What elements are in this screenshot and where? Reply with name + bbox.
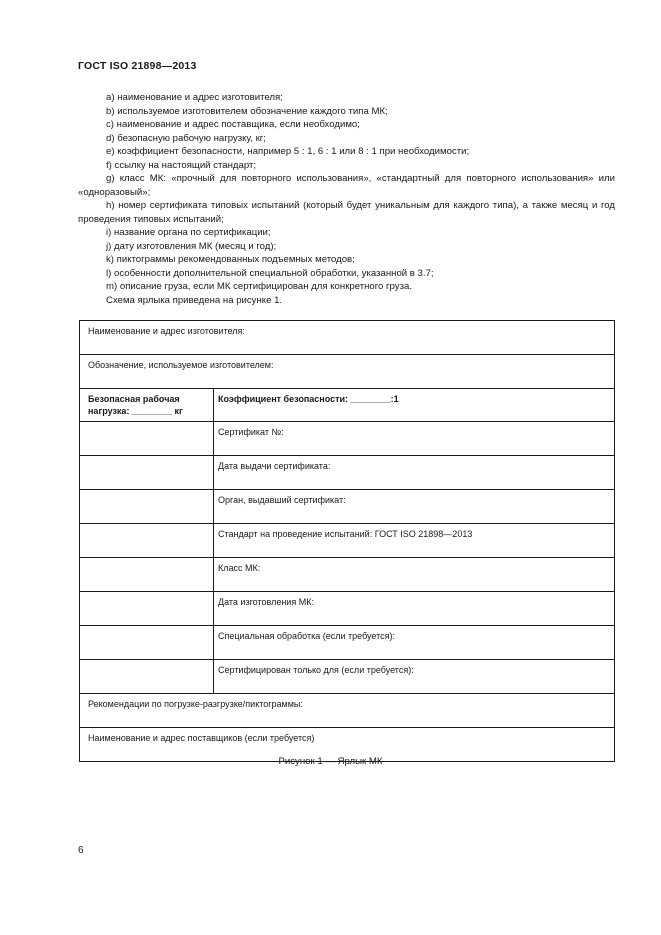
safety-factor-field: Коэффициент безопасности: ________:1 — [214, 389, 615, 422]
safe-working-load-field: Безопасная рабочая нагрузка: ________ кг — [80, 389, 214, 422]
label-scheme-table — [79, 320, 615, 762]
empty-cell — [80, 422, 214, 456]
recommendations-field: Рекомендации по погрузке-разгрузке/пиктограммы: — [80, 694, 615, 728]
special-treatment-field: Специальная обработка (если требуется): — [214, 626, 615, 660]
list-item: d) безопасную рабочую нагрузку, кг; — [106, 132, 266, 144]
figure-caption: Рисунок 1 — Ярлык МК — [278, 756, 383, 767]
test-standard-field: Стандарт на проведение испытаний: ГОСТ ISO 21898—2013 — [214, 524, 615, 558]
certificate-number-field: Сертификат №: — [214, 422, 615, 456]
list-item: e) коэффициент безопасности, например 5 : 1, 6 : 1 или 8 : 1 при необходимости; — [106, 146, 470, 157]
empty-cell — [80, 524, 214, 558]
empty-cell — [80, 592, 214, 626]
list-item: i) название органа по сертификации; — [106, 227, 271, 238]
designation-field: Обозначение, используемое изготовителем: — [80, 355, 615, 389]
certificate-date-field: Дата выдачи сертификата: — [214, 456, 615, 490]
manufacturer-field: Наименование и адрес изготовителя: — [80, 321, 615, 355]
figure-intro-text: Схема ярлыка приведена на рисунке 1. — [106, 294, 283, 306]
manufacture-date-field: Дата изготовления МК: — [214, 592, 615, 626]
list-item: k) пиктограммы рекомендованных подъемных методов; — [106, 254, 355, 265]
requirements-list — [78, 91, 615, 307]
empty-cell — [80, 558, 214, 592]
list-item: g) класс МК: «прочный для повторного использования», «стандартный для повторного использования» или «одноразовый»; — [78, 173, 615, 198]
list-item: a) наименование и адрес изготовителя; — [106, 92, 283, 103]
suppliers-field: Наименование и адрес поставщиков (если требуется) — [80, 728, 615, 762]
list-item: f) ссылку на настоящий стандарт; — [106, 159, 257, 171]
list-item: h) номер сертификата типовых испытаний (который будет уникальным для каждого типа), а также месяц и год проведения типовых испытаний; — [78, 200, 615, 225]
page-number: 6 — [78, 845, 84, 856]
list-item: c) наименование и адрес поставщика, если необходимо; — [106, 119, 360, 130]
document-header: ГОСТ ISO 21898—2013 — [78, 60, 197, 72]
empty-cell — [80, 456, 214, 490]
empty-cell — [80, 660, 214, 694]
list-item: j) дату изготовления МК (месяц и год); — [106, 240, 277, 252]
certifying-body-field: Орган, выдавший сертификат: — [214, 490, 615, 524]
certified-for-field: Сертифицирован только для (если требуется): — [214, 660, 615, 694]
class-field: Класс МК: — [214, 558, 615, 592]
empty-cell — [80, 490, 214, 524]
list-item: b) используемое изготовителем обозначение каждого типа МК; — [106, 105, 388, 117]
empty-cell — [80, 626, 214, 660]
list-item: m) описание груза, если МК сертифицирован для конкретного груза. — [106, 281, 412, 292]
list-item: l) особенности дополнительной специальной обработки, указанной в 3.7; — [106, 267, 434, 279]
